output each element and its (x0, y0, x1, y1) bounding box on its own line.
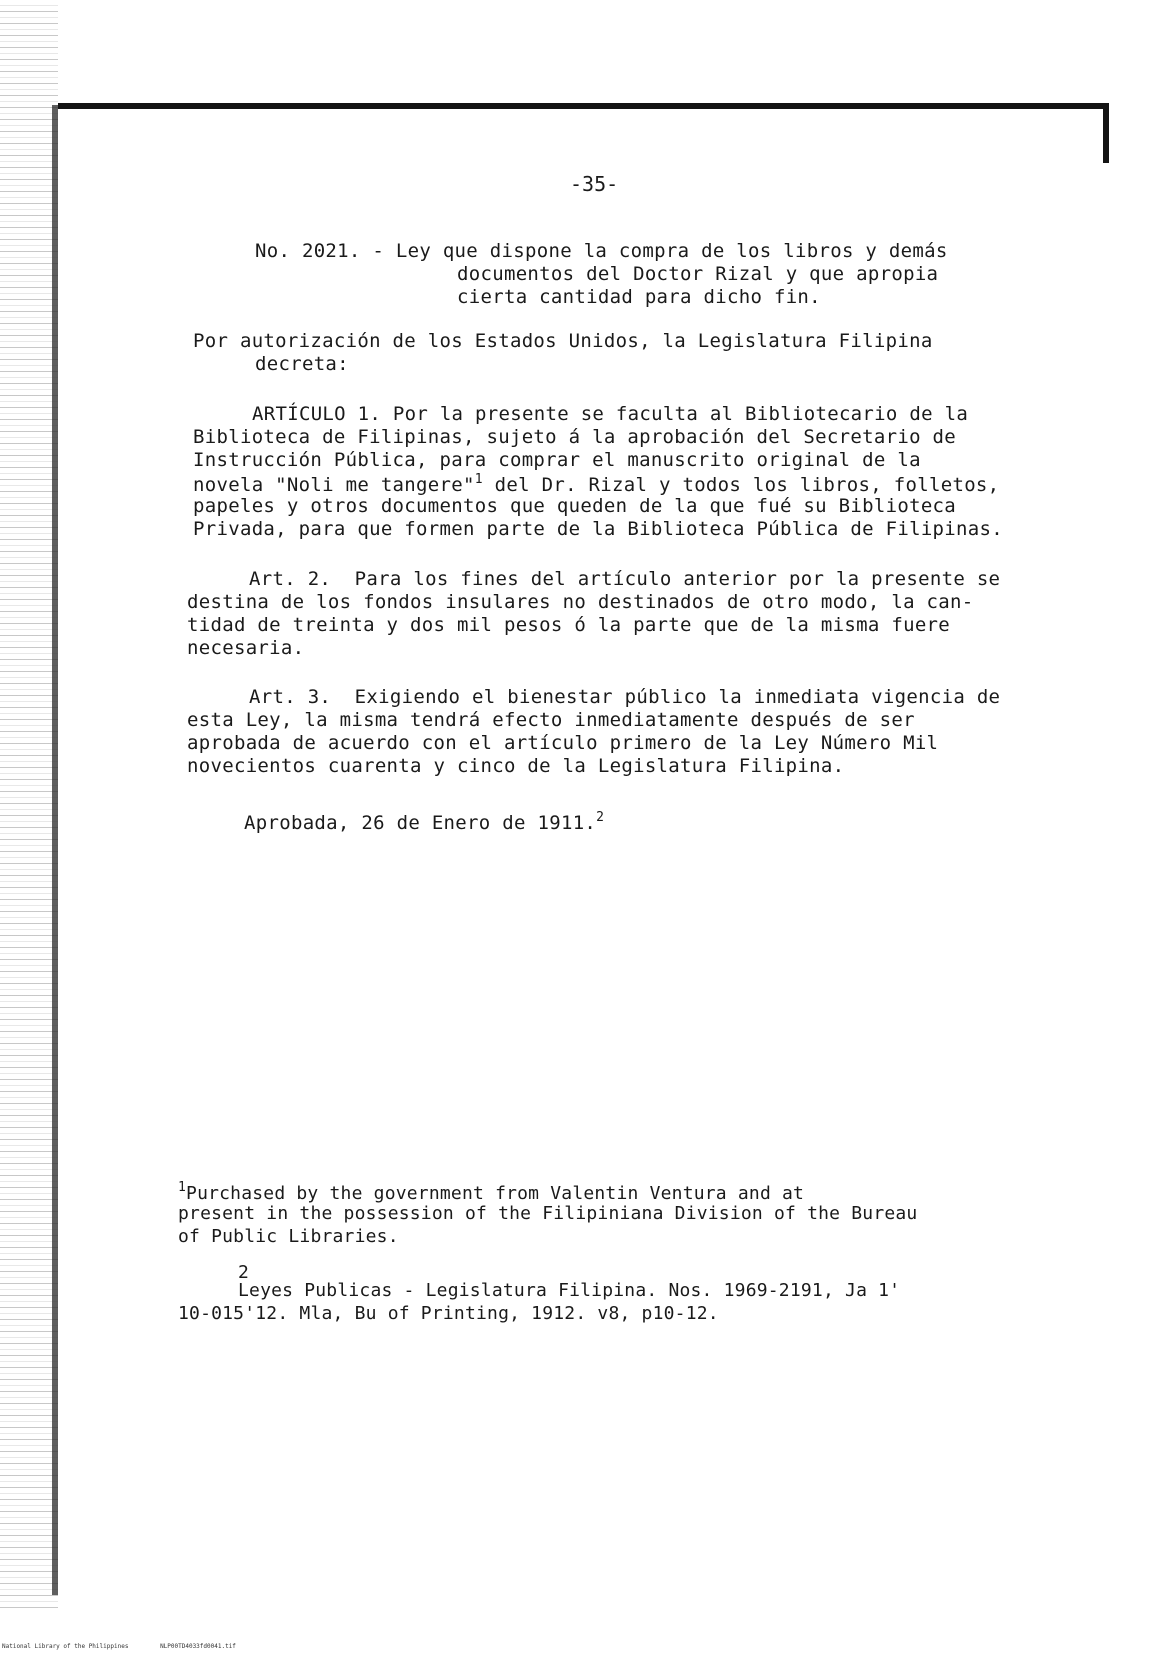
article-1-line-4 (193, 472, 999, 496)
footnote-1-line-1 (178, 1180, 804, 1204)
footnote-1-line-3: of Public Libraries. (178, 1226, 399, 1247)
article-2-line-2: destina de los fondos insulares no destinados de otro modo, la can- (187, 591, 974, 613)
article-2-line-3: tidad de treinta y dos mil pesos ó la parte que de la misma fuere (187, 614, 951, 636)
enacting-line-2: decreta: (255, 353, 349, 375)
article-3-line-1: Art. 3. Exigiendo el bienestar público la inmediata vigencia de (249, 686, 1001, 708)
footer-file: NLP00TD4033fd0041.tif (160, 1643, 236, 1650)
article-1-line-4b: del Dr. Rizal y todos los libros, folletos, (482, 474, 1000, 496)
article-3-line-2: esta Ley, la misma tendrá efecto inmediatamente después de ser (187, 709, 915, 731)
heading-line-2: documentos del Doctor Rizal y que apropia (457, 263, 939, 285)
footer-library: National Library of the Philippines (2, 1643, 129, 1650)
footnote-2-line-1: Leyes Publicas - Legislatura Filipina. Nos. 1969-2191, Ja 1' (238, 1280, 901, 1301)
page-right-border (1103, 103, 1109, 163)
footnote-1-reference: 1 (474, 472, 483, 487)
approval-text: Aprobada, 26 de Enero de 1911. (244, 812, 597, 834)
footnote-2-line-2: 10-015'12. Mla, Bu of Printing, 1912. v8, p10-12. (178, 1303, 719, 1324)
article-1-line-6: Privada, para que formen parte de la Biblioteca Pública de Filipinas. (193, 518, 1003, 540)
article-3-line-4: novecientos cuarenta y cinco de la Legislatura Filipina. (187, 755, 845, 777)
article-1-line-2: Biblioteca de Filipinas, sujeto á la aprobación del Secretario de (193, 426, 957, 448)
scanned-page-edge (0, 0, 58, 1610)
article-2-line-1: Art. 2. Para los fines del artículo anterior por la presente se (249, 568, 1001, 590)
heading-line-1: No. 2021. - Ley que dispone la compra de los libros y demás (255, 240, 948, 262)
scan-footer (2, 1643, 264, 1650)
approval-date (244, 810, 604, 834)
footnote-2-reference: 2 (596, 810, 605, 825)
footnote-2-marker: 2 (238, 1262, 250, 1283)
article-1-line-1: ARTÍCULO 1. Por la presente se faculta al Bibliotecario de la (252, 403, 969, 425)
enacting-line-1: Por autorización de los Estados Unidos, la Legislatura Filipina (193, 330, 933, 352)
scan-binding-shadow (52, 105, 58, 1595)
heading-line-3: cierta cantidad para dicho fin. (457, 286, 821, 308)
article-3-line-3: aprobada de acuerdo con el artículo primero de la Ley Número Mil (187, 732, 939, 754)
page-number: -35- (570, 172, 619, 196)
page-top-border (58, 103, 1108, 109)
article-1-line-4a: novela "Noli me tangere" (193, 474, 475, 496)
article-2-line-4: necesaria. (187, 637, 305, 659)
article-1-line-3: Instrucción Pública, para comprar el manuscrito original de la (193, 449, 921, 471)
footnote-1-marker: 1 (178, 1180, 187, 1195)
footnote-1-text: Purchased by the government from Valentin Ventura and at (186, 1183, 805, 1204)
article-1-line-5: papeles y otros documentos que queden de la que fué su Biblioteca (193, 495, 957, 517)
footnote-1-line-2: present in the possession of the Filipiniana Division of the Bureau (178, 1203, 918, 1224)
